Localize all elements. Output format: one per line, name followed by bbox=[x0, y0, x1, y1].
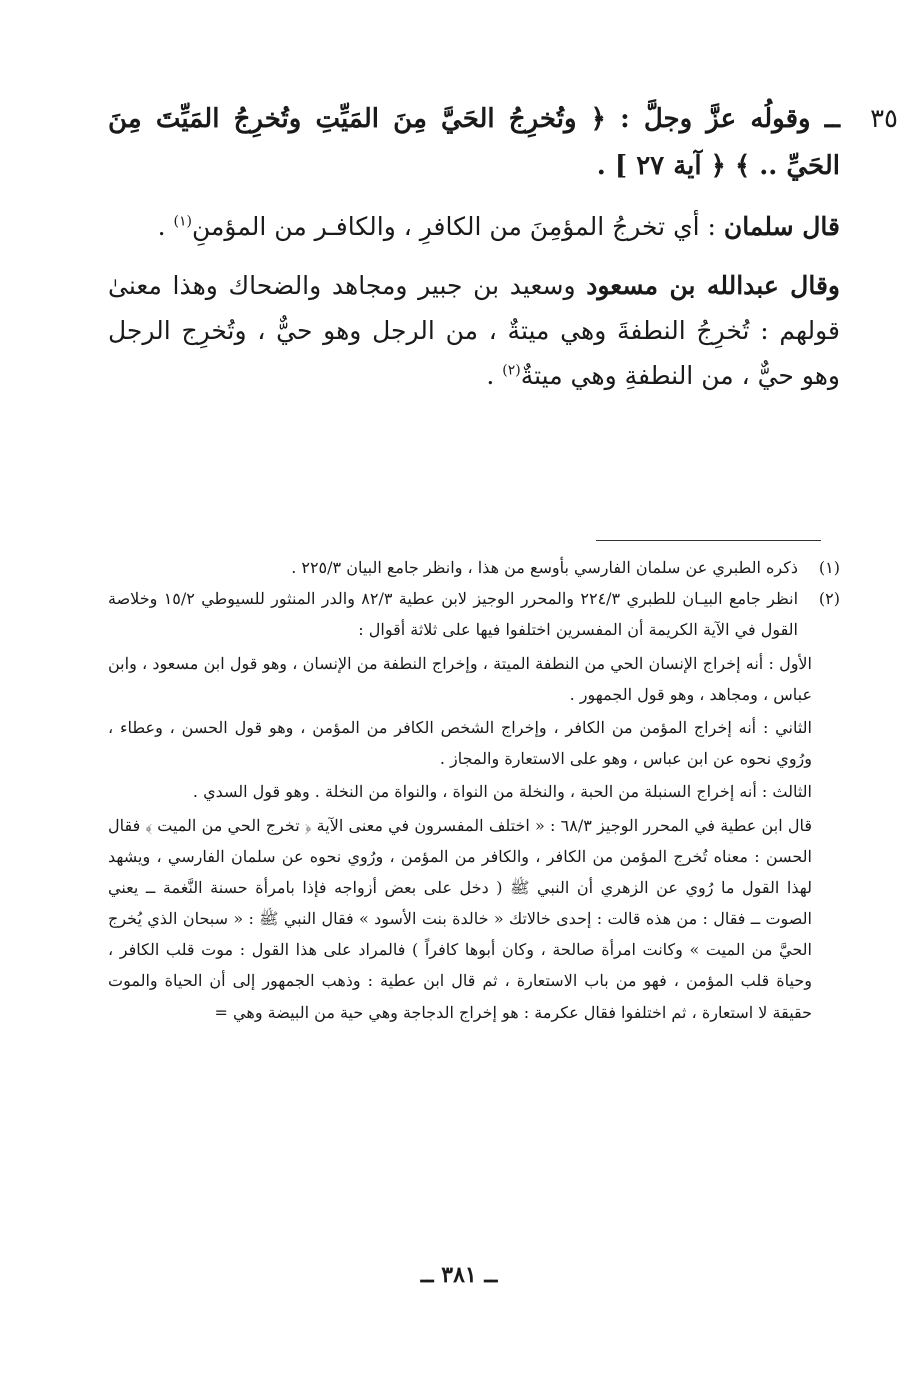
ibn-masud-paragraph bbox=[108, 263, 840, 398]
section-number: ٣٥ bbox=[870, 104, 898, 134]
footnote-separator bbox=[596, 540, 821, 541]
page-number: ــ ٣٨١ ــ bbox=[420, 1262, 498, 1288]
footnote-ref-1[interactable]: (١) bbox=[173, 213, 192, 230]
footnote-1-text: ذكره الطبري عن سلمان الفارسي بأوسع من هذا ، وانظر جامع البيان ٢٢٥/٣ . bbox=[291, 558, 798, 577]
salman-tail: . bbox=[157, 211, 174, 241]
speaker-ibn-masud: وقال عبدالله بن مسعود bbox=[586, 270, 840, 300]
footnote-2-number: (٢) bbox=[818, 589, 840, 609]
ibn-masud-text: وسعيد بن جبير ومجاهد والضحاك وهذا معنىٰ قولهم : تُخرِجُ النطفةَ وهي ميتةٌ ، من الرجل وهو حيٌّ ، وتُخرِج الرجل وهو حيٌّ ، من النطفةِ وهي ميتةٌ bbox=[108, 270, 840, 390]
footnotes bbox=[108, 552, 840, 1028]
footnote-2 bbox=[108, 583, 840, 645]
ibn-masud-tail: . bbox=[486, 360, 503, 390]
footnote-2-text: انظر جامع البيـان للطبري ٢٢٤/٣ والمحرر الوجيز لابن عطية ٨٢/٣ والدر المنثور للسيوطي ١٥/٢ وخلاصة القول في الآية الكريمة أن المفسرين اختلفوا فيها على ثلاثة أقوال : bbox=[108, 589, 799, 640]
speaker-salman: قال سلمان bbox=[723, 211, 840, 241]
footnote-2-third-opinion: الثالث : أنه إخراج السنبلة من الحبة ، والنخلة من النواة ، والنواة من النخلة . وهو قول السدي . bbox=[192, 782, 812, 802]
main-text bbox=[108, 96, 898, 412]
footnote-2-second-opinion: الثاني : أنه إخراج المؤمن من الكافر ، وإخراج الشخص الكافر من المؤمن ، وهو قول الحسن ، وعطاء ، ورُوي نحوه عن ابن عباس ، وهو على الاستعارة والمجاز . bbox=[108, 717, 812, 769]
footnote-1-number: (١) bbox=[818, 558, 840, 577]
verse-heading-text: ــ وقولُه عزَّ وجلَّ : ﴿ وتُخرِجُ الحَيَّ مِنَ المَيِّتِ وتُخرِجُ المَيِّتَ مِنَ الحَيِّ .. ﴾ ﴿ آية ٢٧ ] . bbox=[108, 104, 840, 181]
verse-heading bbox=[108, 96, 898, 190]
salman-text: : أي تخرجُ المؤمِنَ من الكافرِ ، والكافـر من المؤمنِ bbox=[191, 211, 724, 241]
footnote-1 bbox=[108, 552, 840, 583]
footnote-2-ibn-atiyya-quote: قال ابن عطية في المحرر الوجيز ٦٨/٣ : « اختلف المفسرون في معنى الآية ﴿ تخرج الحي من الميت ﴾ فقال الحسن : معناه تُخرج المؤمن من الكافر ، والكافر من المؤمن ، ورُوي نحوه عن سلمان الفارسي ، ويشهد لهذا القول ما رُوي عن الزهري أن النبي ﷺ ( دخل على بعض أزواجه فإذا بامرأة حسنة النَّغمة ــ يعني الصوت ــ فقال : من هذه قالت : إحدى خالاتك « خالدة بنت الأسود » فقال النبي ﷺ : « سبحان الذي يُخرج الحيَّ من الميت » وكانت امرأة صالحة ، وكان أبوها كافراً ) فالمراد على هذا القول : موت قلب الكافر ، وحياة قلب المؤمن ، فهو من باب الاستعارة ، ثم قال ابن عطية : وذهب الجمهور إلى أن الحياة والموت حقيقة لا استعارة ، ثم اختلفوا فقال عكرمة : هو إخراج الدجاجة وهي حية من البيضة وهي = bbox=[108, 815, 813, 1022]
salman-paragraph bbox=[108, 204, 840, 249]
footnote-ref-2[interactable]: (٢) bbox=[502, 362, 521, 379]
footnote-2-first-opinion: الأول : أنه إخراج الإنسان الحي من النطفة الميتة ، وإخراج النطفة من الإنسان ، وهو قول ابن مسعود ، وابن عباس ، ومجاهد ، وهو قول الجمهور . bbox=[108, 653, 812, 704]
